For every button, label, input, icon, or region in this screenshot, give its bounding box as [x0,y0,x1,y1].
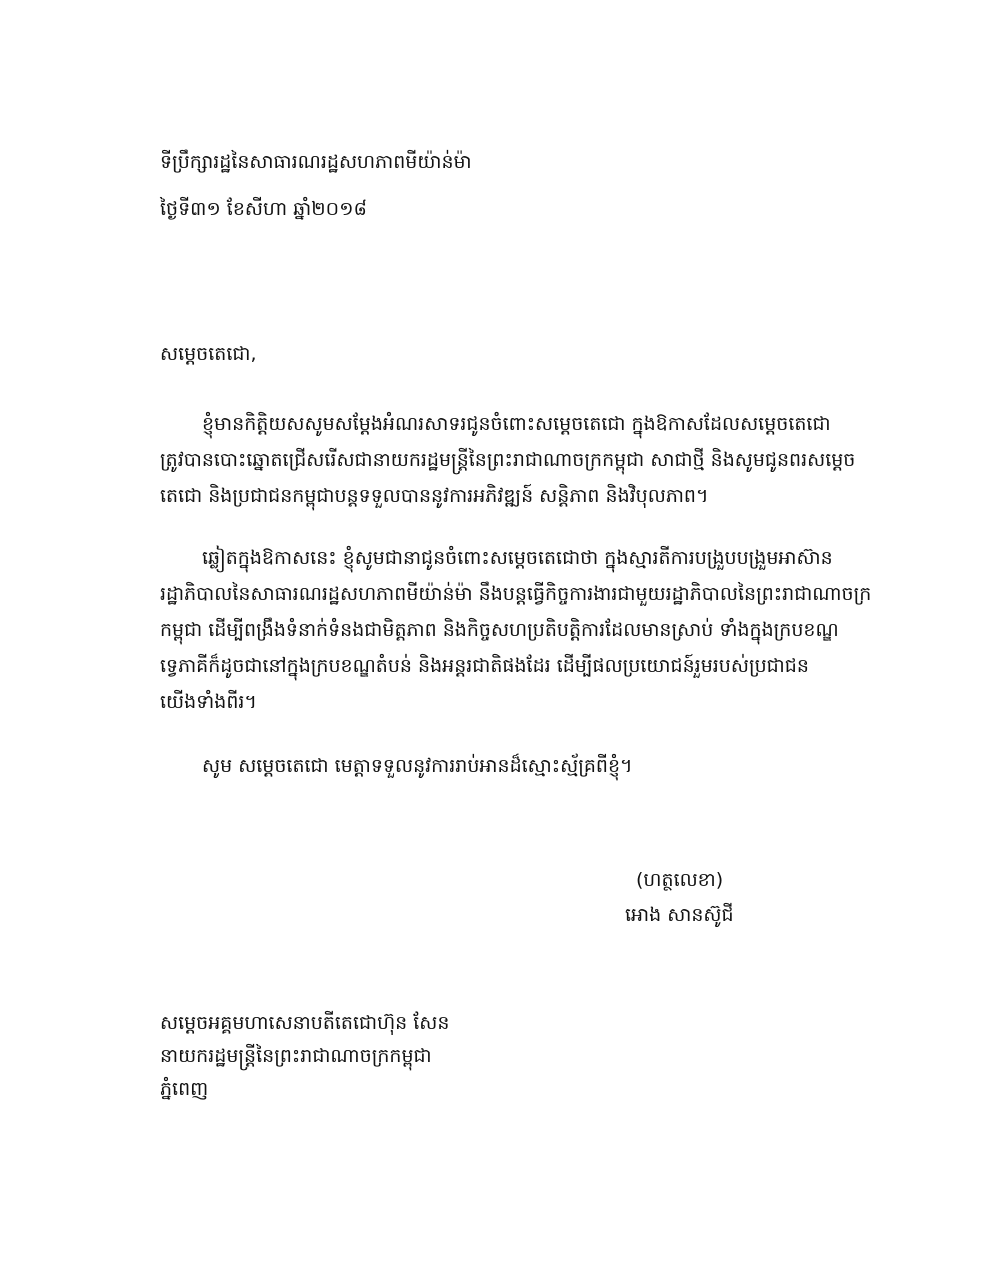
paragraph-cooperation [160,540,885,720]
signature-label: (ហត្ថលេខា) [636,869,724,891]
recipient-name: សម្តេចអគ្គមហាសេនាបតីតេជោហ៊ុន សែន [160,1012,450,1034]
paragraph-line: សូម សម្ដេចតេជោ មេត្តាទទួលនូវការរាប់អានដ៏ស្មោះស្ម័គ្រពីខ្ញុំ។ [202,755,633,777]
signatory-name: អោង សានស៊ូជី [625,904,734,926]
paragraph-line: យើងទាំងពីរ។ [160,691,257,713]
salutation: សម្តេចតេជោ, [160,343,257,365]
paragraph-closing [160,748,885,784]
paragraph-line: ឆ្លៀតក្នុងឱកាសនេះ ខ្ញុំសូមជានាជូនចំពោះសម្តេចតេជោថា ក្នុងស្មារតីការបង្រួបបង្រួមអាស៊ាន [202,547,833,569]
sender-line: ទីប្រឹក្សារដ្ឋនៃសាធារណរដ្ឋសហភាពមីយ៉ាន់ម៉ា [160,151,472,173]
recipient-city: ភ្នំពេញ [160,1078,209,1100]
paragraph-line: ទ្វេភាគីក៏ដូចជានៅក្នុងក្របខណ្ឌតំបន់ និងអន្តរជាតិផងដែរ ដើម្បីផលប្រយោជន៍រួមរបស់ប្រជាជន [160,655,809,677]
paragraph-line: ខ្ញុំមានកិត្តិយសសូមសម្ដែងអំណរសាទរជូនចំពោះសម្ដេចតេជោ ក្នុងឱកាសដែលសម្តេចតេជោ [202,413,831,435]
paragraph-congratulations [160,406,885,514]
paragraph-line: រដ្ឋាភិបាលនៃសាធារណរដ្ឋសហភាពមីយ៉ាន់ម៉ា នឹងបន្តធ្វើកិច្ចការងារជាមួយរដ្ឋាភិបាលនៃព្រះរាជាណាចក្រ [160,583,872,605]
recipient-title: នាយករដ្ឋមន្ត្រីនៃព្រះរាជាណាចក្រកម្ពុជា [160,1045,432,1067]
paragraph-line: តេជោ និងប្រជាជនកម្ពុជាបន្តទទួលបាននូវការអភិវឌ្ឍន៍ សន្តិភាព និងវិបុលភាព។ [160,485,709,507]
paragraph-line: ត្រូវបានបោះឆ្នោតជ្រើសរើសជានាយករដ្ឋមន្ត្រីនៃព្រះរាជាណាចក្រកម្ពុជា សាជាថ្មី និងសូមជូនពរសម្តេច [160,449,856,471]
paragraph-line: កម្ពុជា ដើម្បីពង្រឹងទំនាក់ទំនងជាមិត្តភាព និងកិច្ចសហប្រតិបត្តិការដែលមានស្រាប់ ទាំងក្នុងក្របខណ្ឌ [160,619,839,641]
date-line: ថ្ងៃទី៣១ ខែសីហា ឆ្នាំ២០១៨ [160,198,367,220]
